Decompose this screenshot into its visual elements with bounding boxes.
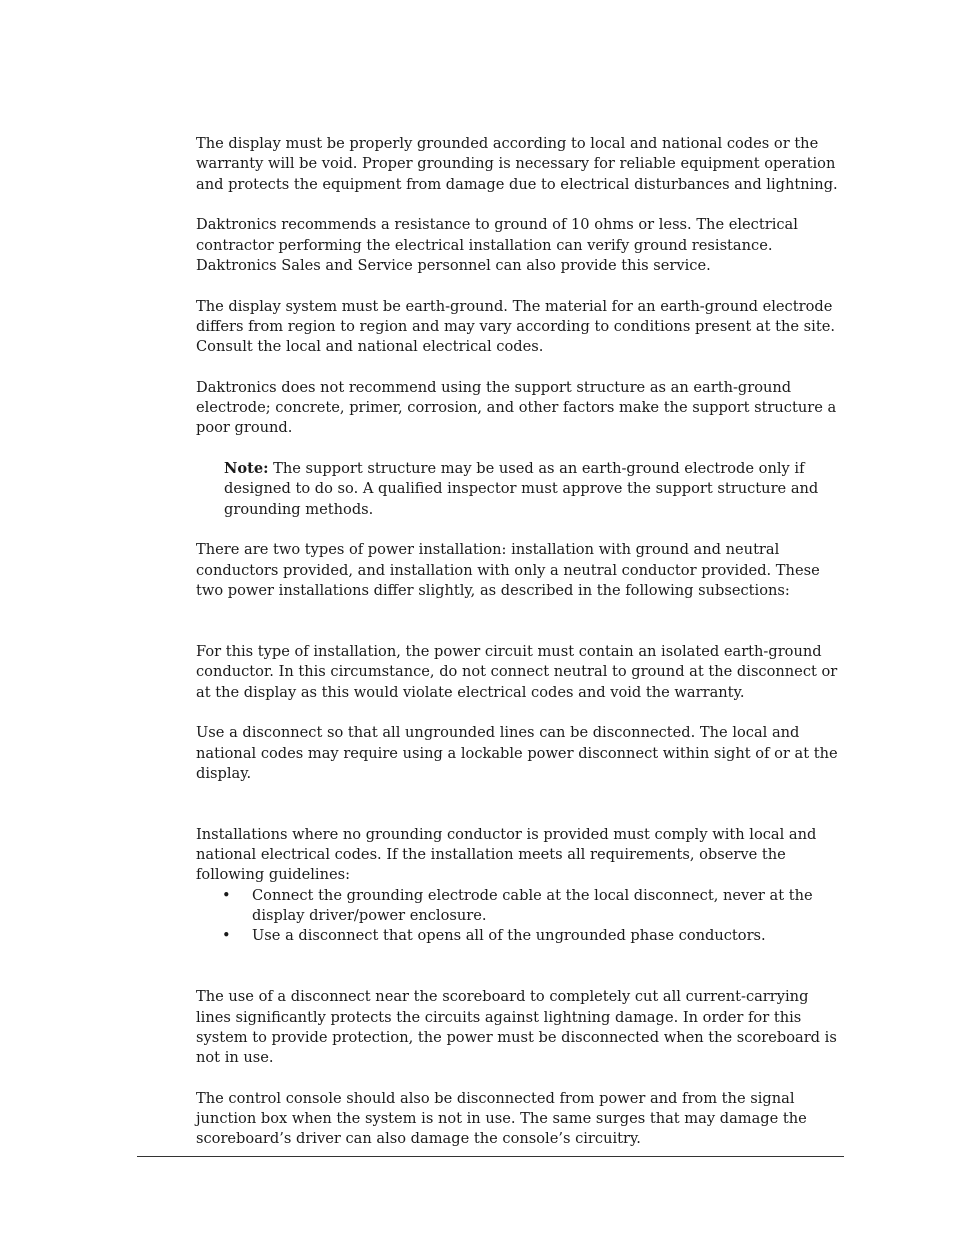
list-spacing	[196, 947, 846, 967]
list-item-text: Connect the grounding electrode cable at the local disconnect, never at the display driver/power enclosure.	[252, 886, 813, 925]
protection-paragraph-1: The use of a disconnect near the scoreboard to completely cut all current-carrying lines significantly protects the circuits against lightning damage. In order for this system to provide protection, the power must be disconnected when the scoreboard is not in use.	[196, 988, 837, 1067]
list-item-text: Use a disconnect that opens all of the ungrounded phase conductors.	[252, 927, 766, 945]
bullet-icon: •	[222, 927, 231, 945]
list-item	[196, 926, 846, 946]
neutral-only-guidelines-list	[196, 886, 846, 947]
footer-divider	[137, 1156, 844, 1157]
grounding-paragraph-2: Daktronics recommends a resistance to ground of 10 ohms or less. The electrical contractor performing the electrical installation can verify ground resistance. Daktronics Sales and Service personnel can also provide this service.	[196, 216, 798, 274]
page-content	[196, 134, 846, 1170]
note-text: The support structure may be used as an earth-ground electrode only if designed to do so. A qualified inspector must approve the support structure and grounding methods.	[224, 460, 819, 518]
subsection-heading-space	[196, 622, 846, 642]
ground-neutral-paragraph-2: Use a disconnect so that all ungrounded lines can be disconnected. The local and national codes may require using a lockable power disconnect within sight of or at the display.	[196, 724, 838, 782]
bullet-icon: •	[222, 886, 231, 904]
grounding-paragraph-1: The display must be properly grounded according to local and national codes or the warranty will be void. Proper grounding is necessary for reliable equipment operation and protects the equipment from damage due to electrical disturbances and lightning.	[196, 135, 838, 193]
neutral-only-intro: Installations where no grounding conductor is provided must comply with local and national electrical codes. If the installation meets all requirements, observe the following guidelines:	[196, 825, 817, 884]
grounding-paragraph-3: The display system must be earth-ground. The material for an earth-ground electrode differs from region to region and may vary according to conditions present at the site. Consult the local and national electrical codes.	[196, 297, 835, 356]
support-structure-note	[224, 459, 846, 520]
list-item	[196, 886, 846, 927]
subsection-heading-space	[196, 805, 846, 825]
power-installation-intro: There are two types of power installation: installation with ground and neutral conductors provided, and installation with only a neutral conductor provided. These two power installations differ slightly, as described in the following subsections:	[196, 541, 820, 599]
subsection-heading-space	[196, 967, 846, 987]
ground-neutral-paragraph-1: For this type of installation, the power circuit must contain an isolated earth-ground conductor. In this circumstance, do not connect neutral to ground at the disconnect or at the display as this would violate electrical codes and void the warranty.	[196, 642, 838, 701]
note-label: Note:	[224, 460, 269, 478]
protection-paragraph-2: The control console should also be disconnected from power and from the signal junction box when the system is not in use. The same surges that may damage the scoreboard’s driver can also damage the console’s circuitry.	[196, 1089, 807, 1148]
grounding-paragraph-4: Daktronics does not recommend using the support structure as an earth-ground electrode; concrete, primer, corrosion, and other factors make the support structure a poor ground.	[196, 378, 837, 437]
